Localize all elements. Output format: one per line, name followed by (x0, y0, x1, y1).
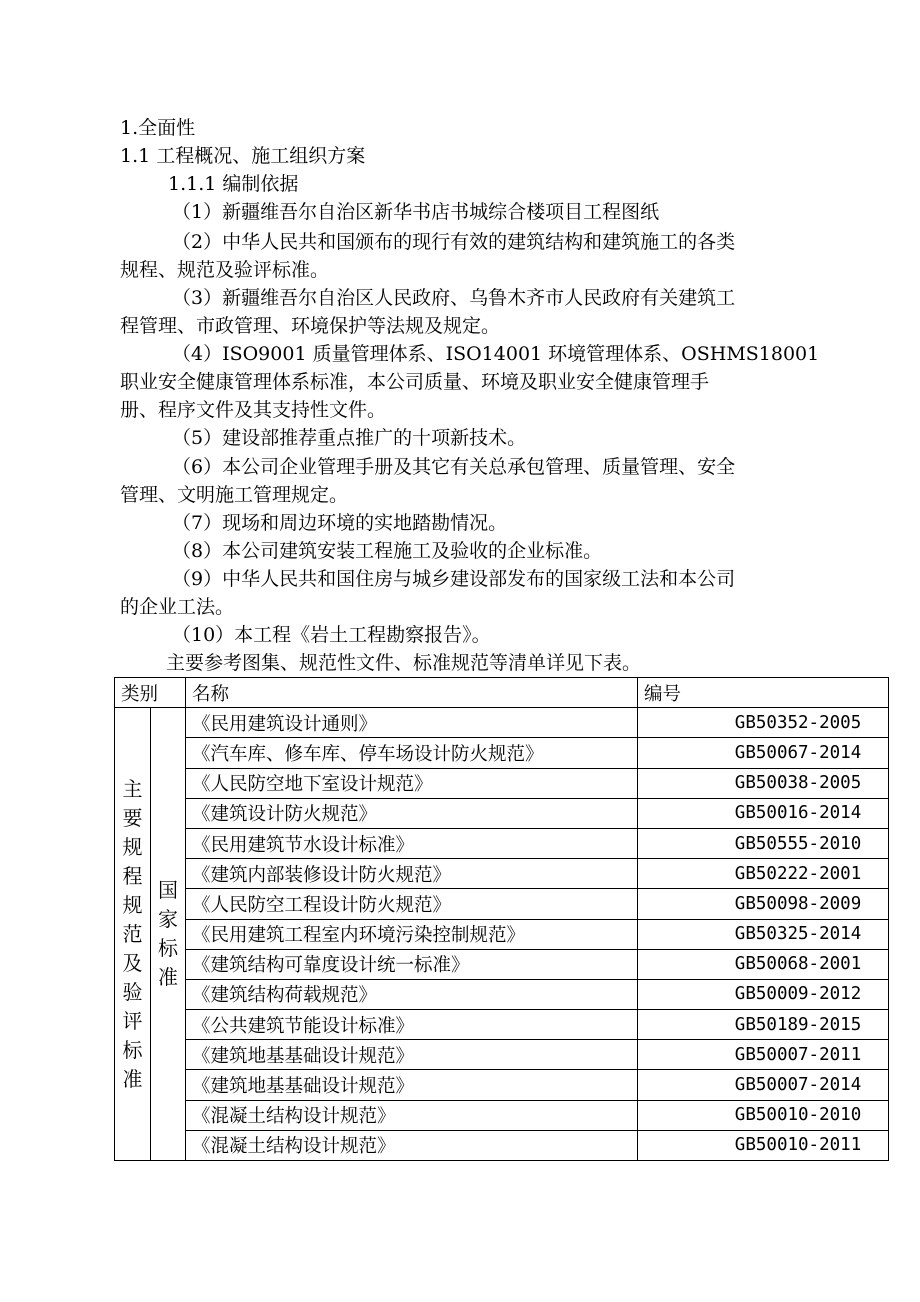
standard-name: 《汽车库、修车库、停车场设计防火规范》 (186, 738, 638, 768)
basis-item-10: （10）本工程《岩土工程勘察报告》。 (172, 624, 491, 646)
table-row (115, 1040, 889, 1070)
standard-code: GB50009-2012 (638, 979, 889, 1009)
standard-code: GB50010-2010 (638, 1100, 889, 1130)
basis-item-2-line-2: 规程、规范及验评标准。 (120, 259, 330, 281)
standard-name: 《民用建筑设计通则》 (186, 708, 638, 738)
category-main-label: 主要规程规范及验评标准 (122, 776, 143, 1091)
standard-name: 《民用建筑节水设计标准》 (186, 828, 638, 858)
table-row (115, 1100, 889, 1130)
header-category: 类别 (115, 678, 186, 708)
standard-code: GB50325-2014 (638, 919, 889, 949)
table-body (115, 708, 889, 1161)
basis-item-4-line-3: 册、程序文件及其支持性文件。 (120, 399, 387, 421)
basis-item-3-line-2: 程管理、市政管理、环境保护等法规及规定。 (120, 315, 501, 337)
basis-item-2-line-1: （2）中华人民共和国颁布的现行有效的建筑结构和建筑施工的各类 (172, 231, 736, 253)
standards-table (114, 677, 889, 1161)
standard-name: 《公共建筑节能设计标准》 (186, 1010, 638, 1040)
standard-name: 《建筑内部装修设计防火规范》 (186, 859, 638, 889)
basis-item-3-line-1: （3）新疆维吾尔自治区人民政府、乌鲁木齐市人民政府有关建筑工 (172, 287, 736, 309)
category-main-cell (115, 708, 151, 1161)
subsubsection-heading: 1.1.1 编制依据 (168, 173, 299, 195)
table-header-row (115, 678, 889, 708)
basis-item-6-line-1: （6）本公司企业管理手册及其它有关总承包管理、质量管理、安全 (172, 456, 736, 478)
table-row (115, 738, 889, 768)
standard-code: GB50038-2005 (638, 768, 889, 798)
table-row (115, 798, 889, 828)
standard-code: GB50016-2014 (638, 798, 889, 828)
basis-item-4-line-2: 职业安全健康管理体系标准，本公司质量、环境及职业安全健康管理手 (120, 371, 710, 393)
table-row (115, 979, 889, 1009)
table-row (115, 1010, 889, 1040)
basis-item-8: （8）本公司建筑安装工程施工及验收的企业标准。 (172, 540, 603, 562)
table-row (115, 768, 889, 798)
standard-name: 《人民防空地下室设计规范》 (186, 768, 638, 798)
basis-item-9-line-1: （9）中华人民共和国住房与城乡建设部发布的国家级工法和本公司 (172, 568, 736, 590)
basis-item-6-line-2: 管理、文明施工管理规定。 (120, 484, 349, 506)
standard-code: GB50007-2014 (638, 1070, 889, 1100)
header-name: 名称 (186, 678, 638, 708)
table-row (115, 949, 889, 979)
category-sub-label: 国家标准 (158, 878, 178, 990)
standard-code: GB50352-2005 (638, 708, 889, 738)
subsection-heading: 1.1 工程概况、施工组织方案 (120, 145, 366, 167)
section-heading: 1.全面性 (120, 117, 196, 139)
standard-code: GB50189-2015 (638, 1010, 889, 1040)
table-row (115, 889, 889, 919)
header-code: 编号 (638, 678, 889, 708)
standard-code: GB50007-2011 (638, 1040, 889, 1070)
standard-code: GB50068-2001 (638, 949, 889, 979)
table-row (115, 1130, 889, 1160)
basis-item-4-line-1: （4）ISO9001 质量管理体系、ISO14001 环境管理体系、OSHMS18001 (172, 343, 820, 365)
standard-name: 《建筑设计防火规范》 (186, 798, 638, 828)
standard-name: 《建筑结构可靠度设计统一标准》 (186, 949, 638, 979)
standard-name: 《建筑结构荷载规范》 (186, 979, 638, 1009)
basis-item-9-line-2: 的企业工法。 (120, 596, 235, 618)
table-row (115, 919, 889, 949)
table-row (115, 1070, 889, 1100)
table-row (115, 828, 889, 858)
standard-code: GB50067-2014 (638, 738, 889, 768)
standard-code: GB50222-2001 (638, 859, 889, 889)
table-row (115, 708, 889, 738)
standard-name: 《混凝土结构设计规范》 (186, 1100, 638, 1130)
basis-item-7: （7）现场和周边环境的实地踏勘情况。 (172, 512, 508, 534)
table-intro: 主要参考图集、规范性文件、标准规范等清单详见下表。 (166, 652, 642, 674)
category-sub-cell (151, 708, 186, 1161)
standard-name: 《民用建筑工程室内环境污染控制规范》 (186, 919, 638, 949)
table-row (115, 859, 889, 889)
basis-item-1: （1）新疆维吾尔自治区新华书店书城综合楼项目工程图纸 (172, 201, 660, 223)
standard-name: 《建筑地基基础设计规范》 (186, 1070, 638, 1100)
standard-name: 《人民防空工程设计防火规范》 (186, 889, 638, 919)
standard-code: GB50098-2009 (638, 889, 889, 919)
standard-name: 《混凝土结构设计规范》 (186, 1130, 638, 1160)
standard-code: GB50010-2011 (638, 1130, 889, 1160)
standard-name: 《建筑地基基础设计规范》 (186, 1040, 638, 1070)
standard-code: GB50555-2010 (638, 828, 889, 858)
basis-item-5: （5）建设部推荐重点推广的十项新技术。 (172, 427, 527, 449)
